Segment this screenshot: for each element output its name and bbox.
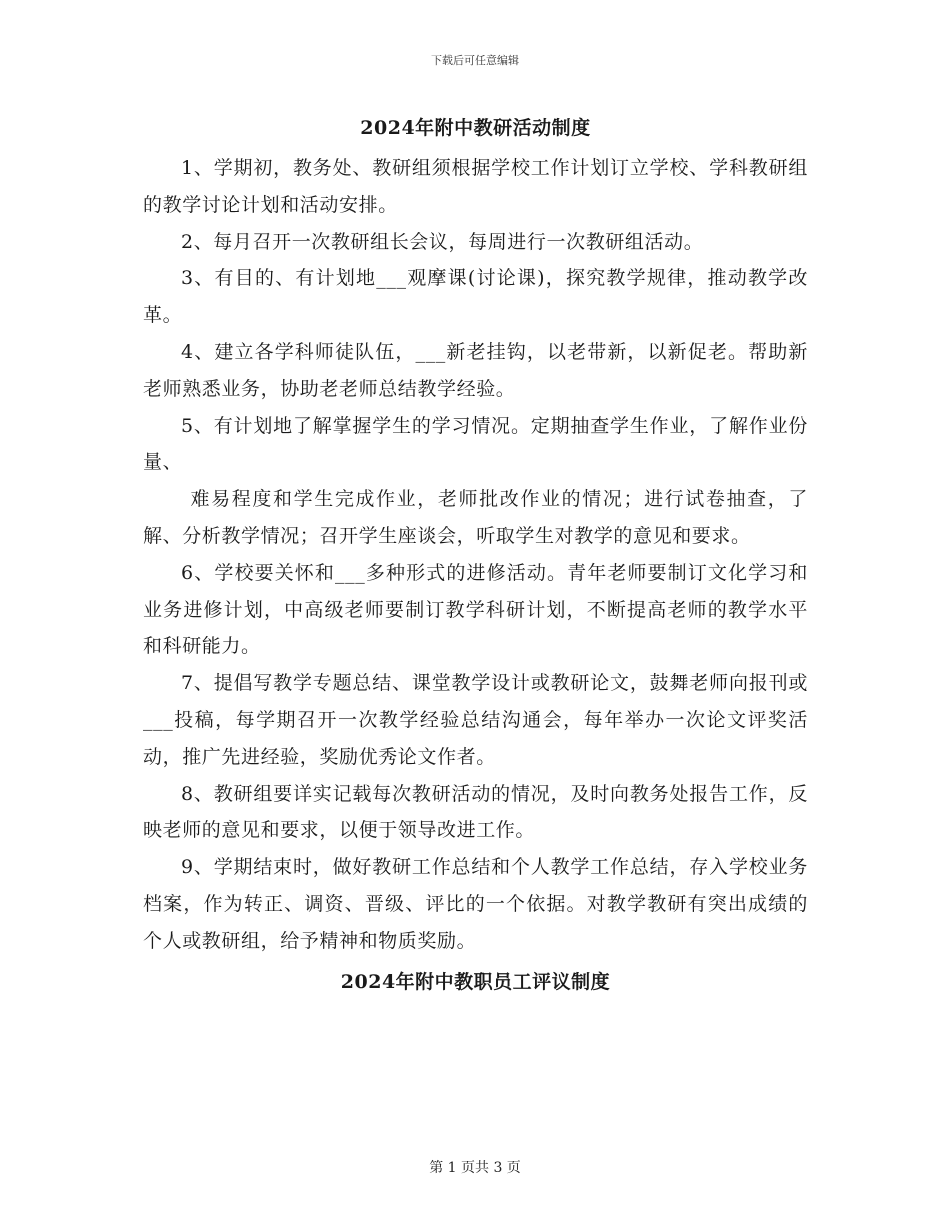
paragraph-5-continued: 难易程度和学生完成作业，老师批改作业的情况；进行试卷抽查，了解、分析教学情况；召开学生座谈会，听取学生对教学的意见和要求。 bbox=[143, 488, 808, 547]
second-document-title: 2024年附中教职员工评议制度 bbox=[340, 970, 611, 993]
paragraph-4: 4、建立各学科师徒队伍，___新老挂钩，以老带新，以新促老。帮助新老师熟悉业务，协助老老师总结教学经验。 bbox=[143, 340, 808, 400]
document-title: 2024年附中教研活动制度 bbox=[360, 117, 591, 139]
paragraph-5: 5、有计划地了解掌握学生的学习情况。定期抽查学生作业，了解作业份量、 bbox=[143, 414, 808, 474]
page-number: 第 1 页共 3 页 bbox=[429, 1160, 521, 1176]
paragraph-6: 6、学校要关怀和___多种形式的进修活动。青年老师要制订文化学习和业务进修计划，中高级老师要制订教学科研计划，不断提高老师的教学水平和科研能力。 bbox=[143, 561, 808, 658]
page-header-note: 下载后可任意编辑 bbox=[431, 54, 519, 67]
paragraph-2: 2、每月召开一次教研组长会议，每周进行一次教研组活动。 bbox=[181, 230, 704, 253]
document-body bbox=[143, 110, 808, 1000]
paragraph-3: 3、有目的、有计划地___观摩课(讨论课)，探究教学规律，推动教学改革。 bbox=[143, 267, 808, 327]
paragraph-9: 9、学期结束时，做好教研工作总结和个人教学工作总结，存入学校业务档案，作为转正、调资、晋级、评比的一个依据。对教学教研有突出成绩的个人或教研组，给予精神和物质奖励。 bbox=[143, 856, 808, 952]
paragraph-8: 8、教研组要详实记载每次教研活动的情况，及时向教务处报告工作，反映老师的意见和要求，以便于领导改进工作。 bbox=[143, 782, 808, 842]
paragraph-7: 7、提倡写教学专题总结、课堂教学设计或教研论文，鼓舞老师向报刊或___投稿，每学期召开一次教学经验总结沟通会，每年举办一次论文评奖活动，推广先进经验，奖励优秀论文作者。 bbox=[143, 672, 808, 768]
paragraph-1: 1、学期初，教务处、教研组须根据学校工作计划订立学校、学科教研组的教学讨论计划和活动安排。 bbox=[143, 157, 808, 216]
